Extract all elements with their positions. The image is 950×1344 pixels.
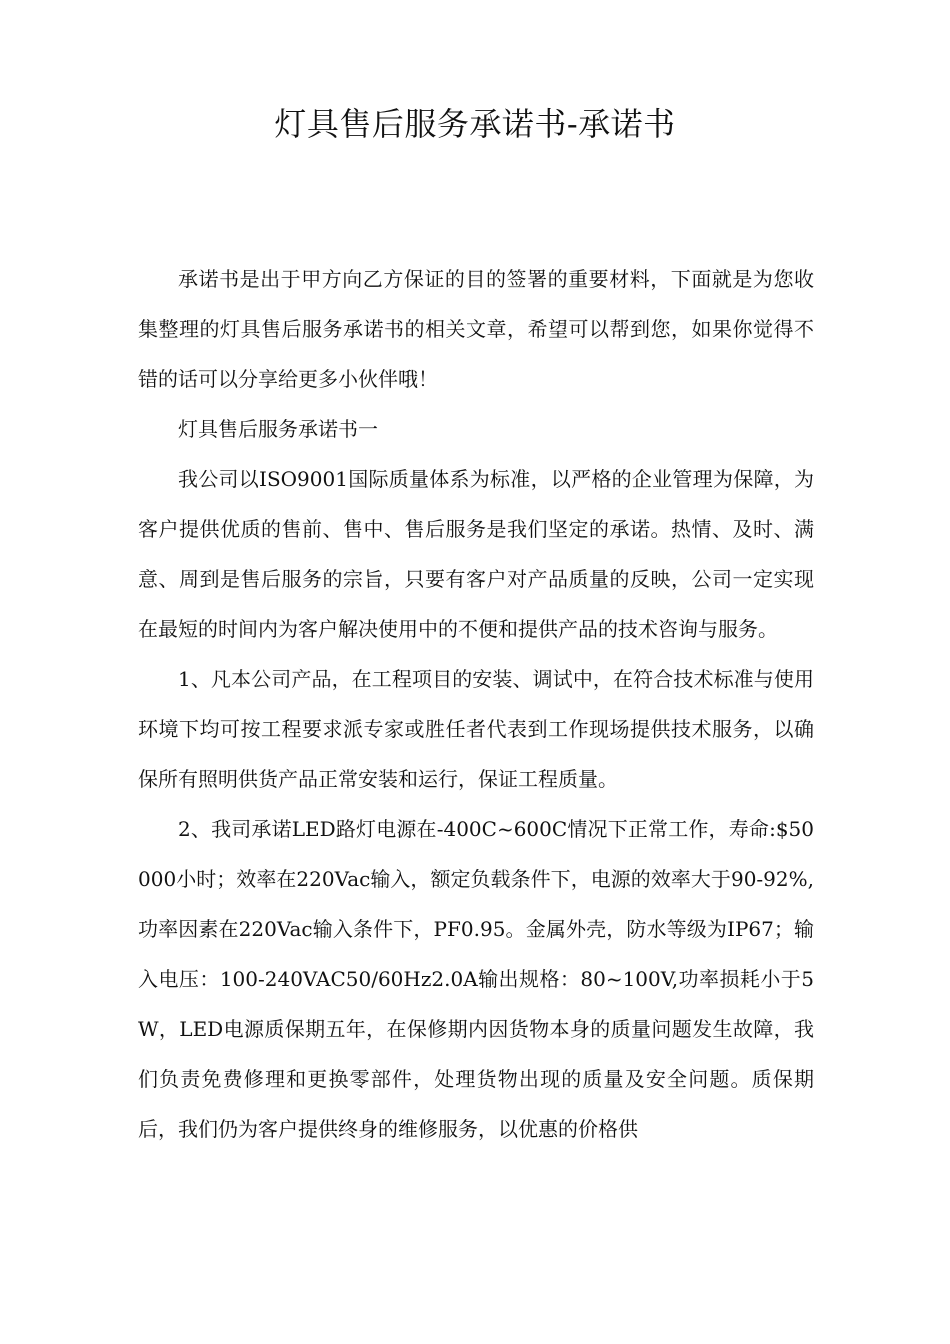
commitment-paragraph: 我公司以ISO9001国际质量体系为标准，以严格的企业管理为保障，为客户提供优质的售前、售中、售后服务是我们坚定的承诺。热情、及时、满意、周到是售后服务的宗旨，只要有客户对产品质量的反映，公司一定实现在最短的时间内为客户解决使用中的不便和提供产品的技术咨询与服务。 (138, 467, 814, 641)
intro-paragraph: 承诺书是出于甲方向乙方保证的目的签署的重要材料，下面就是为您收集整理的灯具售后服务承诺书的相关文章，希望可以帮到您，如果你觉得不错的话可以分享给更多小伙伴哦！ (138, 267, 814, 391)
clause-1-paragraph: 1、凡本公司产品，在工程项目的安装、调试中，在符合技术标准与使用环境下均可按工程要求派专家或胜任者代表到工作现场提供技术服务，以确保所有照明供货产品正常安装和运行，保证工程质量。 (138, 667, 814, 791)
document-title: 灯具售后服务承诺书-承诺书 (274, 105, 676, 143)
document-body (138, 254, 814, 1154)
clause-2-paragraph: 2、我司承诺LED路灯电源在-400C~600C情况下正常工作，寿命:$50000小时；效率在220Vac输入，额定负载条件下，电源的效率大于90-92%,功率因素在220Vac输入条件下，PF0.95。金属外壳，防水等级为IP67；输入电压：100-240VAC50/60Hz2.0A输出规格：80~100V,功率损耗小于5W，LED电源质保期五年，在保修期内因货物本身的质量问题发生故障，我们负责免费修理和更换零部件，处理货物出现的质量及安全问题。质保期后，我们仍为客户提供终身的维修服务，以优惠的价格供 (138, 817, 814, 1141)
section-heading: 灯具售后服务承诺书一 (178, 417, 378, 441)
